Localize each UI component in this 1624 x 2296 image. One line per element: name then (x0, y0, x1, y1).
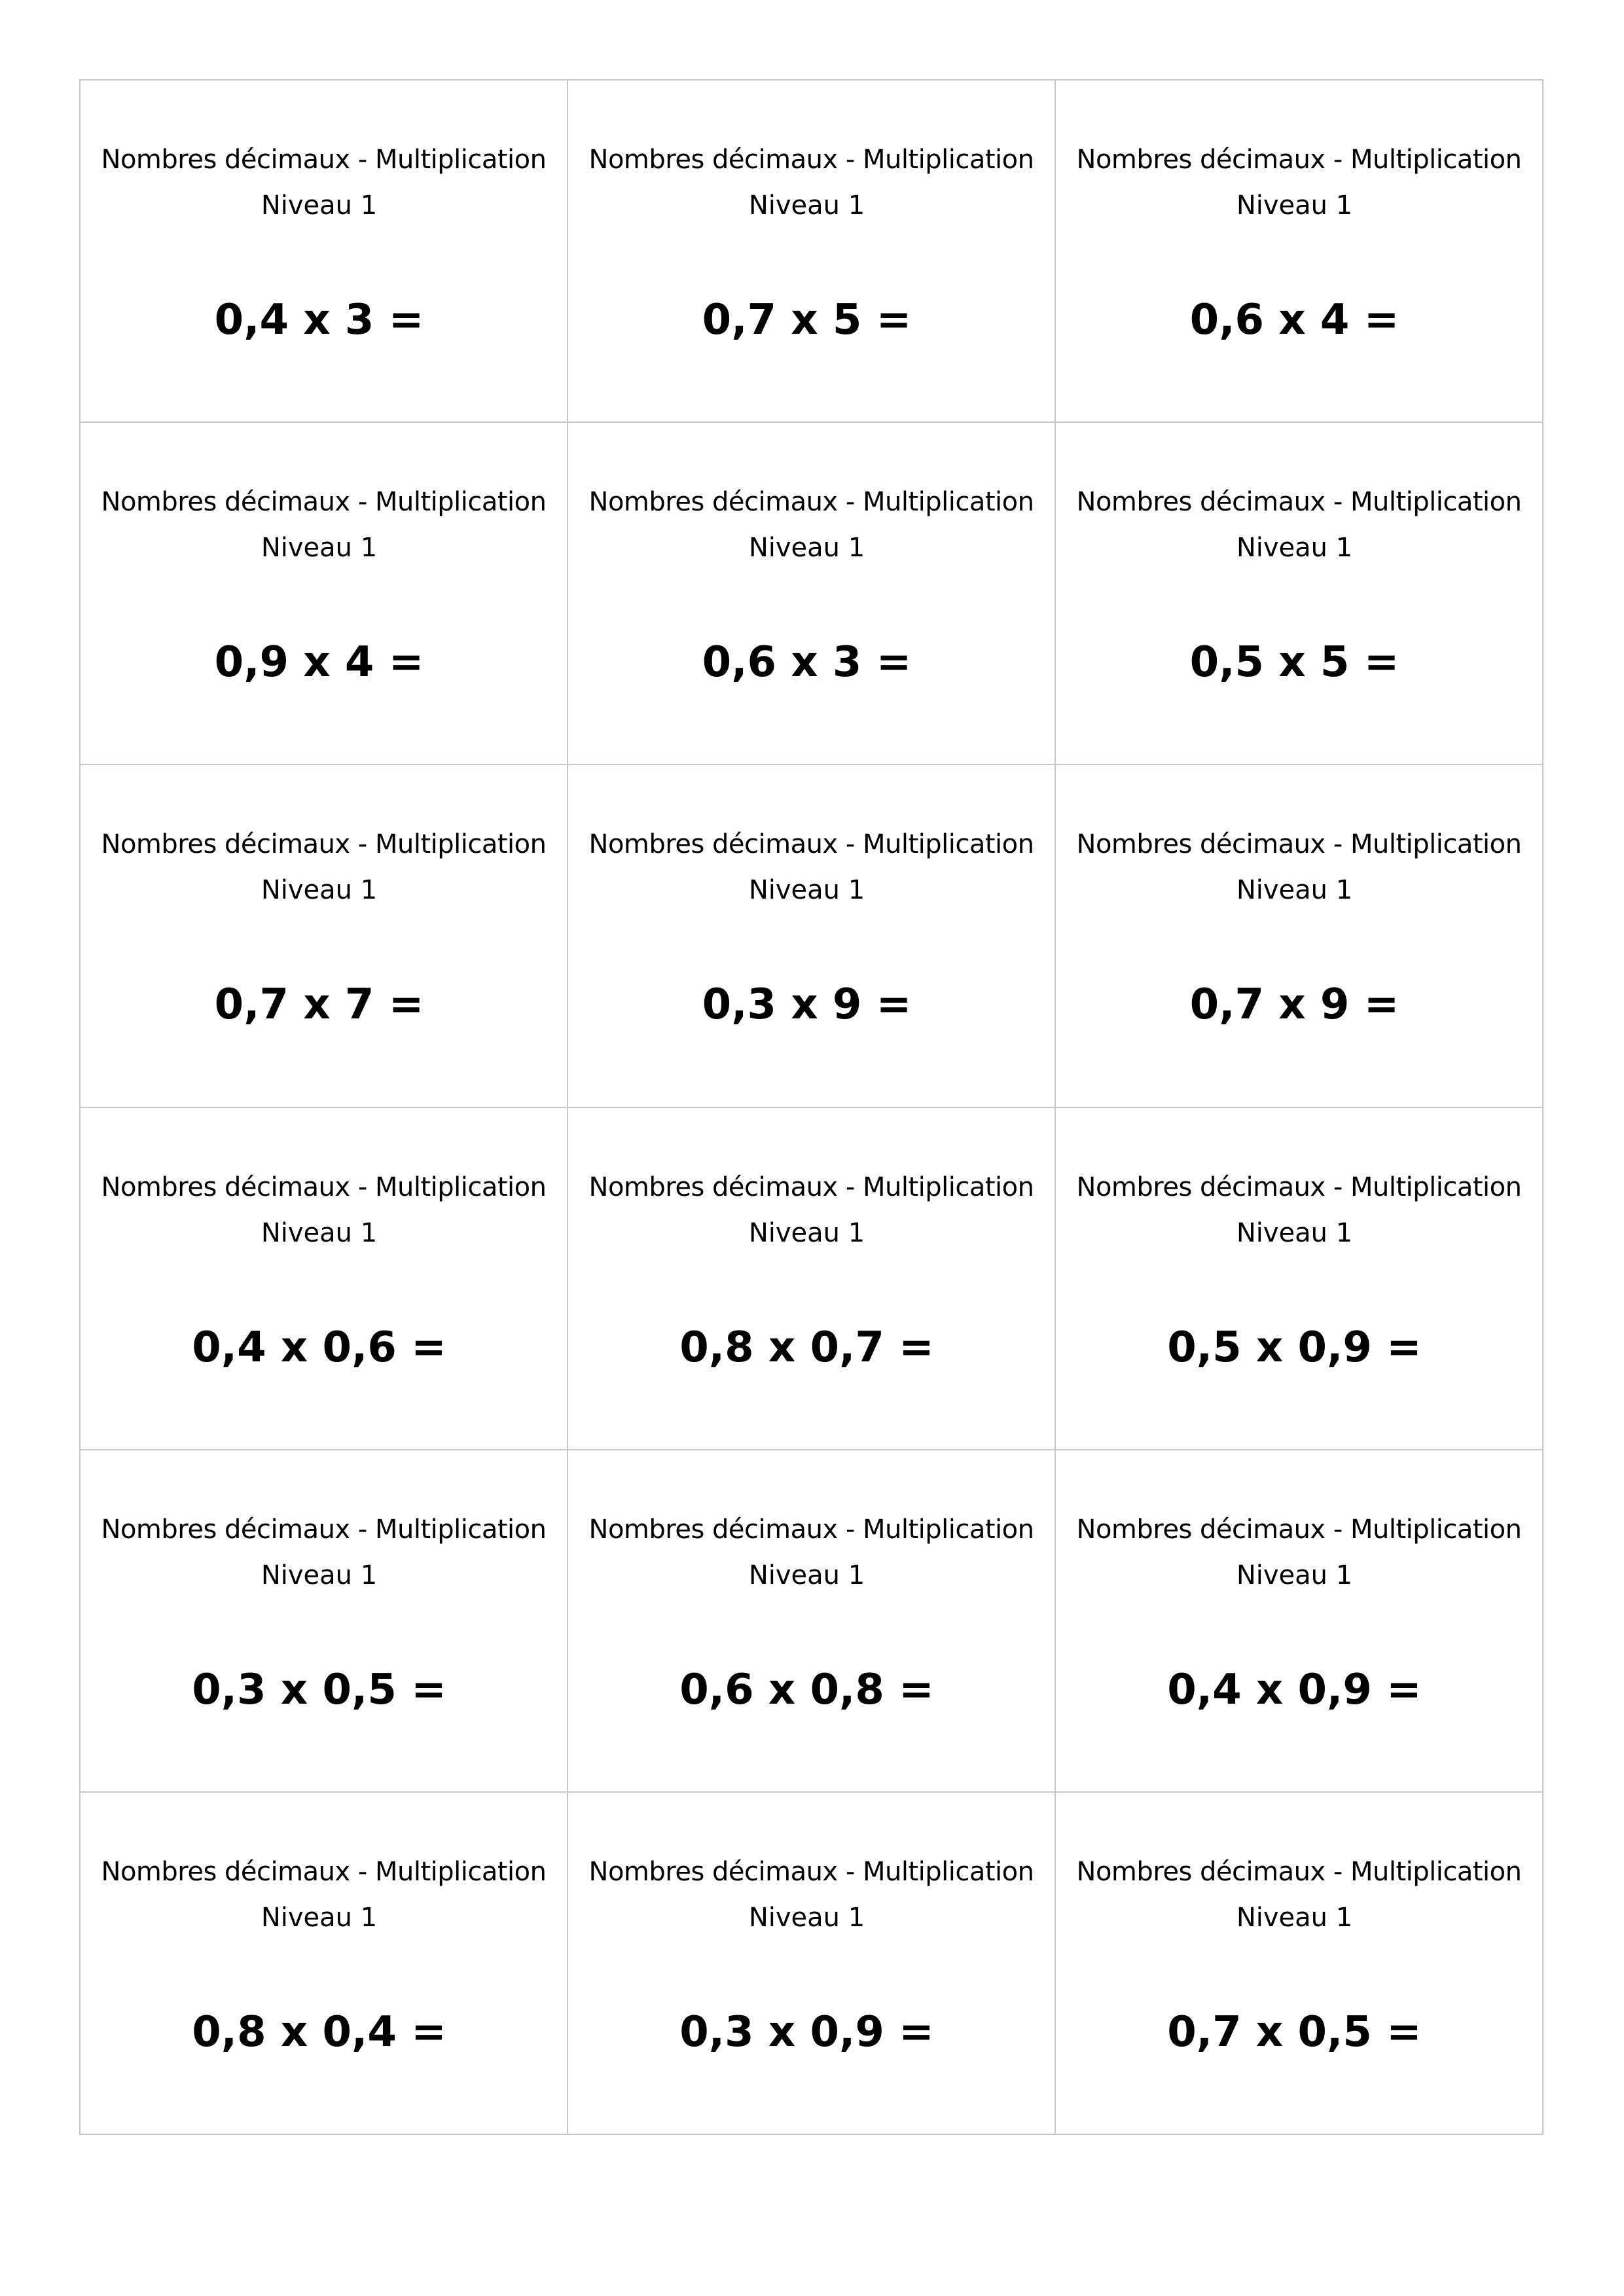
card-title: Nombres décimaux - Multiplication (1076, 487, 1522, 518)
card-title: Nombres décimaux - Multiplication (101, 487, 547, 518)
card-problem: 0,4 x 0,6 = (192, 1323, 446, 1372)
flashcard (81, 423, 568, 765)
flashcard (1056, 1793, 1543, 2135)
card-level: Niveau 1 (261, 190, 378, 221)
flashcard (81, 765, 568, 1107)
card-title: Nombres décimaux - Multiplication (588, 829, 1034, 860)
card-problem: 0,6 x 3 = (702, 638, 912, 687)
flashcard (81, 1450, 568, 1793)
card-level: Niveau 1 (748, 190, 865, 221)
card-level: Niveau 1 (1236, 1902, 1353, 1933)
card-title: Nombres décimaux - Multiplication (101, 1856, 547, 1887)
card-title: Nombres décimaux - Multiplication (588, 487, 1034, 518)
flashcard (81, 1793, 568, 2135)
card-title: Nombres décimaux - Multiplication (588, 1856, 1034, 1887)
card-title: Nombres décimaux - Multiplication (1076, 1856, 1522, 1887)
flashcard (1056, 1108, 1543, 1450)
card-level: Niveau 1 (1236, 1560, 1353, 1590)
flashcard (568, 81, 1056, 423)
card-problem: 0,8 x 0,7 = (679, 1323, 934, 1372)
card-title: Nombres décimaux - Multiplication (588, 145, 1034, 175)
card-title: Nombres décimaux - Multiplication (588, 1514, 1034, 1545)
card-problem: 0,4 x 3 = (214, 296, 424, 344)
card-problem: 0,5 x 0,9 = (1167, 1323, 1422, 1372)
card-problem: 0,5 x 5 = (1189, 638, 1399, 687)
card-level: Niveau 1 (261, 1217, 378, 1248)
flashcard (1056, 81, 1543, 423)
card-level: Niveau 1 (261, 533, 378, 564)
card-title: Nombres décimaux - Multiplication (101, 829, 547, 860)
flashcard (81, 81, 568, 423)
card-level: Niveau 1 (261, 1560, 378, 1590)
flashcard (568, 423, 1056, 765)
card-title: Nombres décimaux - Multiplication (588, 1172, 1034, 1202)
card-problem: 0,7 x 0,5 = (1167, 2007, 1422, 2056)
flashcard (81, 1108, 568, 1450)
card-problem: 0,7 x 9 = (1189, 980, 1399, 1030)
card-problem: 0,4 x 0,9 = (1167, 1665, 1422, 1714)
card-level: Niveau 1 (261, 1902, 378, 1933)
card-title: Nombres décimaux - Multiplication (1076, 829, 1522, 860)
card-level: Niveau 1 (748, 1217, 865, 1248)
flashcard (1056, 423, 1543, 765)
card-title: Nombres décimaux - Multiplication (101, 1514, 547, 1545)
card-level: Niveau 1 (748, 875, 865, 906)
card-problem: 0,3 x 0,5 = (192, 1665, 446, 1714)
flashcard-sheet (79, 79, 1543, 2135)
card-level: Niveau 1 (1236, 875, 1353, 906)
card-level: Niveau 1 (748, 1902, 865, 1933)
card-problem: 0,8 x 0,4 = (192, 2007, 446, 2056)
card-title: Nombres décimaux - Multiplication (1076, 1514, 1522, 1545)
flashcard (568, 1450, 1056, 1793)
card-title: Nombres décimaux - Multiplication (1076, 1172, 1522, 1202)
card-title: Nombres décimaux - Multiplication (101, 145, 547, 175)
card-level: Niveau 1 (1236, 533, 1353, 564)
card-problem: 0,3 x 0,9 = (679, 2007, 934, 2056)
flashcard (568, 1108, 1056, 1450)
card-title: Nombres décimaux - Multiplication (1076, 145, 1522, 175)
card-level: Niveau 1 (261, 875, 378, 906)
flashcard (1056, 1450, 1543, 1793)
card-problem: 0,7 x 5 = (702, 296, 912, 344)
card-level: Niveau 1 (748, 533, 865, 564)
card-level: Niveau 1 (1236, 190, 1353, 221)
flashcard (568, 1793, 1056, 2135)
card-level: Niveau 1 (1236, 1217, 1353, 1248)
flashcard (568, 765, 1056, 1107)
card-level: Niveau 1 (748, 1560, 865, 1590)
card-problem: 0,3 x 9 = (702, 980, 912, 1030)
card-problem: 0,9 x 4 = (214, 638, 424, 687)
flashcard (1056, 765, 1543, 1107)
card-problem: 0,7 x 7 = (214, 980, 424, 1030)
card-title: Nombres décimaux - Multiplication (101, 1172, 547, 1202)
card-problem: 0,6 x 4 = (1189, 296, 1399, 344)
card-problem: 0,6 x 0,8 = (679, 1665, 934, 1714)
